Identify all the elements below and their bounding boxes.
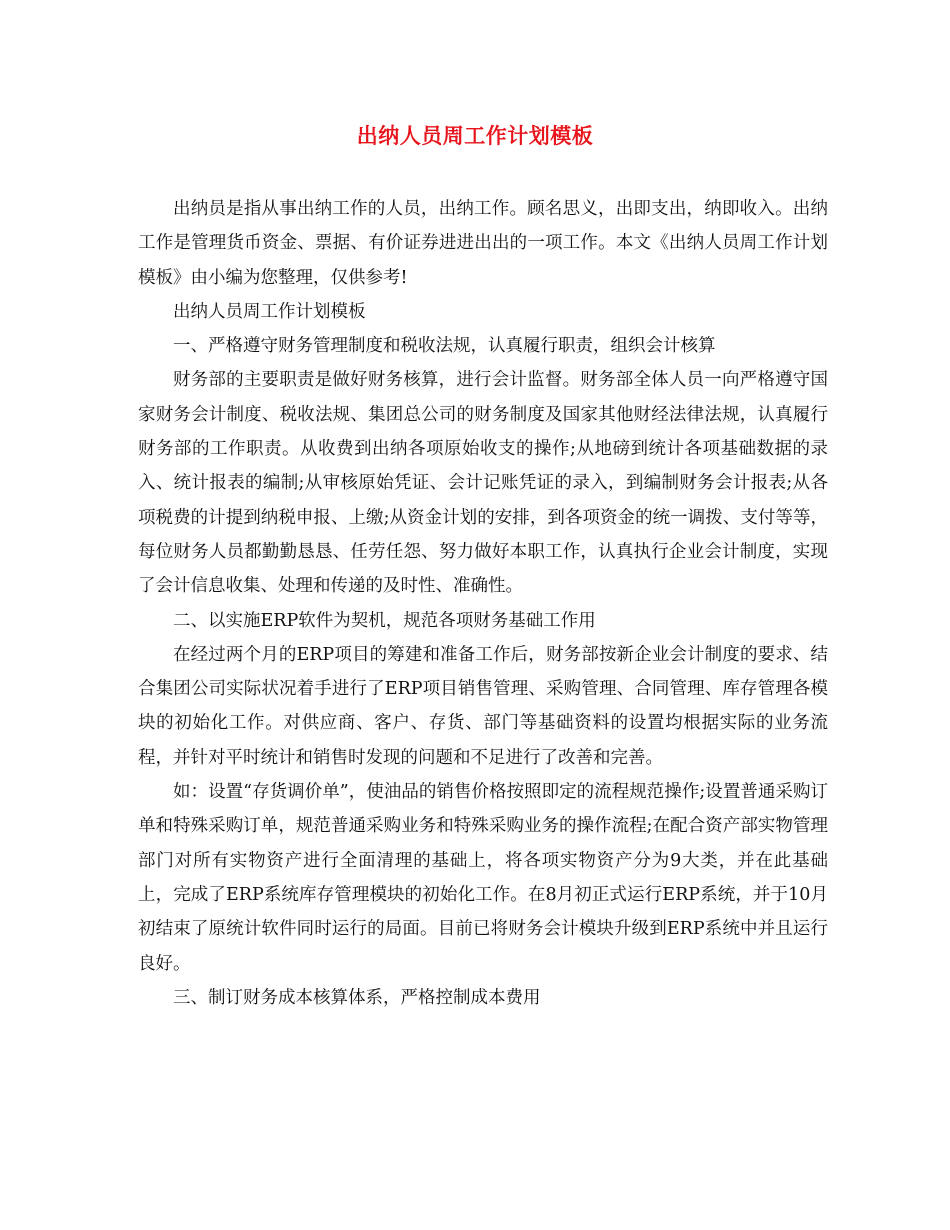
paragraph-section-1: 财务部的主要职责是做好财务核算，进行会计监督。财务部全体人员一向严格遵守国家财务会计制度、税收法规、集团总公司的财务制度及国家其他财经法律法规，认真履行财务部的工作职责。从收费到出纳各项原始收支的操作;从地磅到统计各项基础数据的录入、统计报表的编制;从审核原始凭证、会计记账凭证的录入，到编制财务会计报表;从各项税费的计提到纳税申报、上缴;从资金计划的安排，到各项资金的统一调拨、支付等等，每位财务人员都勤勤恳恳、任劳任怨、努力做好本职工作，认真执行企业会计制度，实现了会计信息收集、处理和传递的及时性、准确性。 xyxy=(138,370,828,597)
paragraph-section-2: 在经过两个月的ERP项目的筹建和准备工作后，财务部按新企业会计制度的要求、结合集团公司实际状况着手进行了ERP项目销售管理、采购管理、合同管理、库存管理各模块的初始化工作。对供应商、客户、存货、部门等基础资料的设置均根据实际的业务流程，并针对平时统计和销售时发现的问题和不足进行了改善和完善。 xyxy=(138,644,828,768)
section-heading-3: 三、制订财务成本核算体系，严格控制成本费用 xyxy=(173,987,541,1008)
paragraph-example: 如：设置“存货调价单”，使油品的销售价格按照即定的流程规范操作;设置普通采购订单和特殊采购订单，规范普通采购业务和特殊采购业务的操作流程;在配合资产部实物管理部门对所有实物资产进行全面清理的基础上，将各项实物资产分为9大类，并在此基础上，完成了ERP系统库存管理模块的初始化工作。在8月初正式运行ERP系统，并于10月初结束了原统计软件同时运行的局面。目前已将财务会计模块升级到ERP系统中并且运行良好。 xyxy=(138,782,828,974)
section-heading-1: 一、严格遵守财务管理制度和税收法规，认真履行职责，组织会计核算 xyxy=(173,336,716,357)
document-body xyxy=(138,192,828,1015)
paragraph-subtitle: 出纳人员周工作计划模板 xyxy=(173,301,366,322)
section-heading-2: 二、以实施ERP软件为契机，规范各项财务基础工作用 xyxy=(173,610,596,631)
paragraph-intro: 出纳员是指从事出纳工作的人员，出纳工作。顾名思义，出即支出，纳即收入。出纳工作是管理货币资金、票据、有价证券进进出出的一项工作。本文《出纳人员周工作计划模板》由小编为您整理，仅供参考! xyxy=(138,199,828,288)
document-title: 出纳人员周工作计划模板 xyxy=(356,124,594,148)
